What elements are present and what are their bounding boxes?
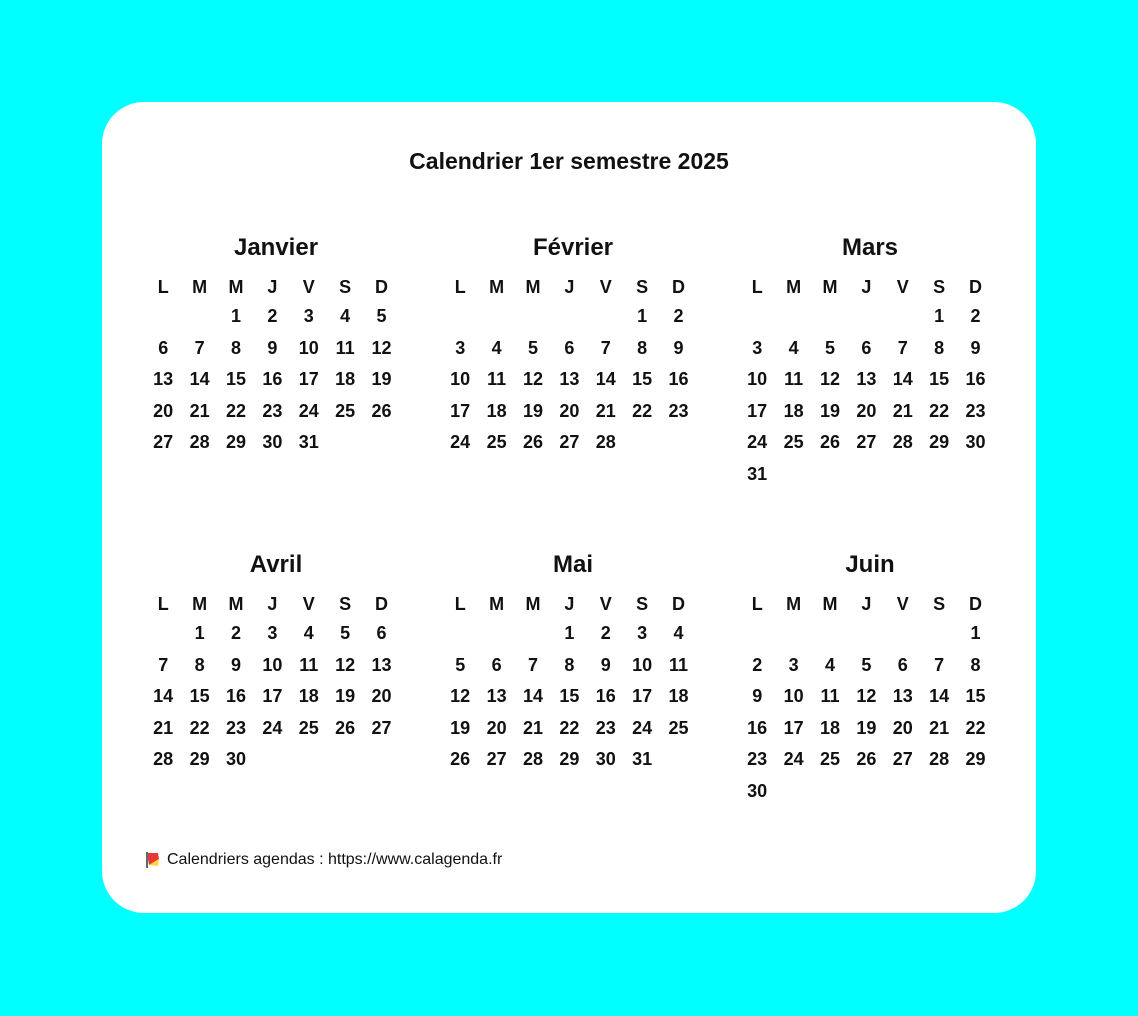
weekday-header: M	[525, 594, 541, 614]
day-cell: 14	[522, 686, 543, 706]
day-grid	[145, 591, 407, 776]
weekday-header: M	[228, 594, 244, 614]
day-cell: 8	[934, 337, 945, 358]
weekday-header: D	[672, 277, 686, 297]
day-cell: 2	[752, 654, 763, 675]
weekday-header: M	[192, 277, 208, 297]
day-cell: 27	[371, 717, 392, 738]
day-cell: 30	[747, 780, 768, 801]
day-cell: 2	[267, 306, 278, 326]
day-cell: 20	[892, 717, 913, 738]
weekday-header: J	[564, 594, 575, 614]
empty-cell	[848, 301, 884, 333]
month-name: Juin	[845, 551, 895, 578]
day-cell: 16	[965, 369, 986, 389]
day-cell: 25	[335, 400, 356, 421]
day-cell: 24	[262, 717, 283, 738]
weekday-header: M	[822, 594, 838, 614]
month-name: Janvier	[233, 234, 319, 261]
weekday-header: V	[599, 594, 612, 614]
empty-cell	[551, 301, 587, 333]
day-cell: 13	[892, 686, 913, 706]
day-cell: 1	[637, 306, 648, 326]
weekday-header: M	[192, 594, 208, 614]
day-cell: 22	[965, 717, 986, 738]
day-cell: 6	[158, 337, 169, 358]
day-cell: 9	[267, 337, 278, 358]
day-cell: 21	[929, 717, 950, 738]
day-cell: 3	[752, 337, 763, 358]
empty-cell	[848, 618, 884, 650]
weekday-header: V	[896, 277, 909, 297]
day-cell: 21	[892, 400, 913, 421]
day-cell: 11	[820, 686, 840, 706]
weekday-header: L	[454, 594, 466, 614]
day-cell: 1	[970, 623, 981, 643]
day-cell: 12	[335, 654, 356, 675]
day-cell: 4	[491, 337, 502, 358]
day-grid	[739, 274, 1001, 490]
day-cell: 17	[298, 369, 319, 389]
day-cell: 5	[824, 337, 835, 358]
day-cell: 7	[897, 337, 908, 358]
day-cell: 23	[668, 400, 689, 421]
day-cell: 24	[450, 432, 471, 452]
day-cell: 30	[225, 749, 246, 769]
day-cell: 2	[673, 306, 684, 326]
month-may	[442, 549, 704, 776]
day-cell: 29	[189, 749, 210, 769]
day-cell: 6	[564, 337, 575, 358]
day-cell: 26	[819, 432, 840, 452]
day-cell: 12	[856, 686, 877, 706]
weekday-header: M	[489, 277, 505, 297]
day-cell: 25	[668, 717, 689, 738]
day-cell: 17	[450, 400, 471, 421]
empty-cell	[812, 301, 848, 333]
day-cell: 4	[788, 337, 799, 358]
empty-cell	[885, 301, 921, 333]
day-cell: 17	[262, 686, 283, 706]
day-cell: 15	[965, 686, 986, 706]
day-cell: 8	[230, 337, 241, 358]
day-cell: 28	[595, 432, 616, 452]
month-march	[739, 232, 1001, 490]
day-cell: 3	[267, 623, 278, 643]
day-cell: 15	[929, 369, 950, 389]
day-cell: 25	[298, 717, 319, 738]
day-cell: 26	[450, 749, 471, 769]
weekday-header: L	[751, 594, 763, 614]
empty-cell	[181, 301, 217, 333]
weekday-header: S	[933, 594, 946, 614]
day-cell: 28	[153, 749, 174, 769]
weekday-header: J	[861, 594, 872, 614]
day-cell: 21	[153, 717, 174, 738]
weekday-header: M	[822, 277, 838, 297]
day-cell: 9	[673, 337, 684, 358]
day-cell: 5	[861, 654, 872, 675]
day-cell: 16	[747, 717, 768, 738]
day-cell: 26	[522, 432, 543, 452]
day-cell: 3	[637, 623, 648, 643]
day-cell: 10	[783, 686, 804, 706]
day-cell: 20	[486, 717, 507, 738]
day-cell: 24	[783, 749, 804, 769]
day-cell: 25	[783, 432, 804, 452]
day-cell: 23	[747, 749, 768, 769]
empty-cell	[588, 301, 624, 333]
weekday-header: S	[339, 594, 352, 614]
day-cell: 9	[230, 654, 241, 675]
day-cell: 1	[230, 306, 241, 326]
day-cell: 12	[819, 369, 840, 389]
weekday-header: M	[786, 277, 802, 297]
day-cell: 23	[225, 717, 246, 738]
day-cell: 21	[522, 717, 543, 738]
day-cell: 8	[194, 654, 205, 675]
day-cell: 27	[892, 749, 913, 769]
day-cell: 9	[752, 686, 763, 706]
day-cell: 2	[970, 306, 981, 326]
day-cell: 18	[819, 717, 840, 738]
day-cell: 3	[788, 654, 799, 675]
day-cell: 4	[303, 623, 314, 643]
day-cell: 8	[564, 654, 575, 675]
weekday-header: D	[672, 594, 686, 614]
day-grid	[739, 591, 1001, 807]
month-name: Février	[532, 234, 614, 261]
calagenda-logo-icon	[146, 852, 160, 868]
day-cell: 24	[632, 717, 653, 738]
weekday-header: S	[339, 277, 352, 297]
day-cell: 6	[376, 623, 387, 643]
day-cell: 14	[595, 369, 616, 389]
day-cell: 27	[153, 432, 174, 452]
day-cell: 25	[486, 432, 507, 452]
day-cell: 13	[371, 654, 392, 675]
day-cell: 27	[559, 432, 580, 452]
weekday-header: D	[375, 594, 389, 614]
empty-cell	[885, 618, 921, 650]
day-cell: 7	[527, 654, 538, 675]
day-cell: 10	[450, 369, 471, 389]
day-cell: 18	[783, 400, 804, 421]
day-cell: 19	[371, 369, 392, 389]
day-cell: 1	[564, 623, 575, 643]
weekday-header: M	[489, 594, 505, 614]
empty-cell	[812, 618, 848, 650]
day-cell: 11	[335, 337, 355, 358]
empty-cell	[478, 301, 514, 333]
weekday-header: D	[969, 277, 983, 297]
day-cell: 5	[455, 654, 466, 675]
day-cell: 5	[340, 623, 351, 643]
day-cell: 13	[559, 369, 580, 389]
day-cell: 23	[595, 717, 616, 738]
day-cell: 13	[153, 369, 174, 389]
day-cell: 17	[747, 400, 768, 421]
day-grid	[145, 274, 407, 459]
day-cell: 15	[632, 369, 653, 389]
day-cell: 9	[600, 654, 611, 675]
weekday-header: V	[896, 594, 909, 614]
day-cell: 10	[632, 654, 653, 675]
empty-cell	[921, 618, 957, 650]
day-cell: 6	[491, 654, 502, 675]
day-cell: 21	[189, 400, 210, 421]
day-cell: 21	[595, 400, 616, 421]
day-cell: 30	[965, 432, 986, 452]
day-cell: 2	[230, 623, 241, 643]
day-cell: 10	[298, 337, 319, 358]
day-cell: 19	[522, 400, 543, 421]
day-cell: 2	[600, 623, 611, 643]
day-cell: 26	[335, 717, 356, 738]
day-cell: 19	[856, 717, 877, 738]
day-cell: 29	[559, 749, 580, 769]
empty-cell	[775, 618, 811, 650]
weekday-header: M	[786, 594, 802, 614]
weekday-header: S	[636, 277, 649, 297]
day-cell: 31	[298, 432, 319, 452]
day-cell: 25	[819, 749, 840, 769]
empty-cell	[145, 618, 181, 650]
day-cell: 3	[455, 337, 466, 358]
month-february	[442, 232, 704, 459]
day-cell: 16	[595, 686, 616, 706]
day-cell: 23	[262, 400, 283, 421]
day-cell: 14	[153, 686, 174, 706]
day-cell: 27	[486, 749, 507, 769]
weekday-header: L	[751, 277, 763, 297]
day-cell: 12	[371, 337, 392, 358]
weekday-header: L	[157, 277, 169, 297]
day-cell: 1	[194, 623, 205, 643]
day-cell: 17	[632, 686, 653, 706]
weekday-header: L	[157, 594, 169, 614]
day-cell: 18	[298, 686, 319, 706]
empty-cell	[739, 301, 775, 333]
day-cell: 20	[856, 400, 877, 421]
day-cell: 22	[225, 400, 246, 421]
day-cell: 14	[189, 369, 210, 389]
weekday-header: M	[228, 277, 244, 297]
empty-cell	[775, 301, 811, 333]
day-cell: 7	[600, 337, 611, 358]
day-cell: 7	[158, 654, 169, 675]
footer	[146, 850, 502, 870]
day-cell: 20	[153, 400, 174, 421]
empty-cell	[739, 618, 775, 650]
day-cell: 4	[340, 306, 351, 326]
weekday-header: V	[599, 277, 612, 297]
empty-cell	[478, 618, 514, 650]
day-cell: 6	[897, 654, 908, 675]
day-cell: 29	[929, 432, 950, 452]
day-cell: 4	[673, 623, 684, 643]
day-cell: 13	[856, 369, 877, 389]
day-cell: 16	[668, 369, 689, 389]
day-cell: 9	[970, 337, 981, 358]
footer-link-text[interactable]: Calendriers agendas : https://www.calagenda.fr	[167, 851, 503, 868]
page-title: Calendrier 1er semestre 2025	[409, 148, 729, 174]
day-cell: 26	[856, 749, 877, 769]
day-cell: 16	[225, 686, 246, 706]
day-cell: 16	[262, 369, 283, 389]
day-cell: 1	[934, 306, 945, 326]
day-cell: 5	[527, 337, 538, 358]
day-cell: 19	[335, 686, 356, 706]
day-cell: 12	[450, 686, 471, 706]
weekday-header: S	[636, 594, 649, 614]
day-cell: 28	[189, 432, 210, 452]
day-cell: 11	[669, 654, 689, 675]
day-cell: 28	[892, 432, 913, 452]
day-cell: 18	[335, 369, 356, 389]
empty-cell	[145, 301, 181, 333]
empty-cell	[515, 301, 551, 333]
day-cell: 8	[637, 337, 648, 358]
month-january	[145, 232, 407, 459]
day-cell: 29	[965, 749, 986, 769]
day-cell: 24	[747, 432, 768, 452]
day-cell: 14	[892, 369, 913, 389]
day-cell: 31	[632, 749, 653, 769]
weekday-header: M	[525, 277, 541, 297]
day-cell: 18	[486, 400, 507, 421]
empty-cell	[515, 618, 551, 650]
day-cell: 22	[632, 400, 653, 421]
day-cell: 11	[784, 369, 804, 389]
day-cell: 31	[747, 463, 768, 484]
day-cell: 14	[929, 686, 950, 706]
day-cell: 3	[303, 306, 314, 326]
month-april	[145, 549, 407, 776]
day-cell: 6	[861, 337, 872, 358]
weekday-header: D	[375, 277, 389, 297]
day-cell: 28	[522, 749, 543, 769]
day-cell: 27	[856, 432, 877, 452]
day-grid	[442, 591, 704, 776]
weekday-header: J	[564, 277, 575, 297]
day-cell: 24	[298, 400, 319, 421]
day-cell: 12	[522, 369, 543, 389]
month-june	[739, 549, 1001, 807]
day-cell: 22	[559, 717, 580, 738]
weekday-header: J	[267, 277, 278, 297]
day-cell: 7	[194, 337, 205, 358]
empty-cell	[442, 301, 478, 333]
day-cell: 26	[371, 400, 392, 421]
month-name: Mai	[552, 551, 593, 578]
day-cell: 15	[189, 686, 210, 706]
day-cell: 29	[225, 432, 246, 452]
weekday-header: V	[302, 277, 315, 297]
day-cell: 11	[299, 654, 319, 675]
day-cell: 30	[262, 432, 283, 452]
day-cell: 10	[747, 369, 768, 389]
day-cell: 23	[965, 400, 986, 421]
day-cell: 22	[929, 400, 950, 421]
day-cell: 20	[371, 686, 392, 706]
day-cell: 13	[486, 686, 507, 706]
day-cell: 19	[819, 400, 840, 421]
weekday-header: L	[454, 277, 466, 297]
day-cell: 20	[559, 400, 580, 421]
month-name: Mars	[841, 234, 899, 261]
day-cell: 15	[225, 369, 246, 389]
day-cell: 22	[189, 717, 210, 738]
day-cell: 19	[450, 717, 471, 738]
empty-cell	[442, 618, 478, 650]
weekday-header: S	[933, 277, 946, 297]
weekday-header: J	[861, 277, 872, 297]
day-grid	[442, 274, 704, 459]
day-cell: 28	[929, 749, 950, 769]
day-cell: 4	[824, 654, 835, 675]
day-cell: 30	[595, 749, 616, 769]
weekday-header: D	[969, 594, 983, 614]
day-cell: 5	[376, 306, 387, 326]
weekday-header: V	[302, 594, 315, 614]
calendar-card	[102, 102, 1036, 913]
day-cell: 10	[262, 654, 283, 675]
day-cell: 15	[559, 686, 580, 706]
day-cell: 17	[783, 717, 804, 738]
day-cell: 7	[934, 654, 945, 675]
month-name: Avril	[249, 551, 303, 578]
weekday-header: J	[267, 594, 278, 614]
day-cell: 18	[668, 686, 689, 706]
day-cell: 11	[487, 369, 507, 389]
day-cell: 8	[970, 654, 981, 675]
